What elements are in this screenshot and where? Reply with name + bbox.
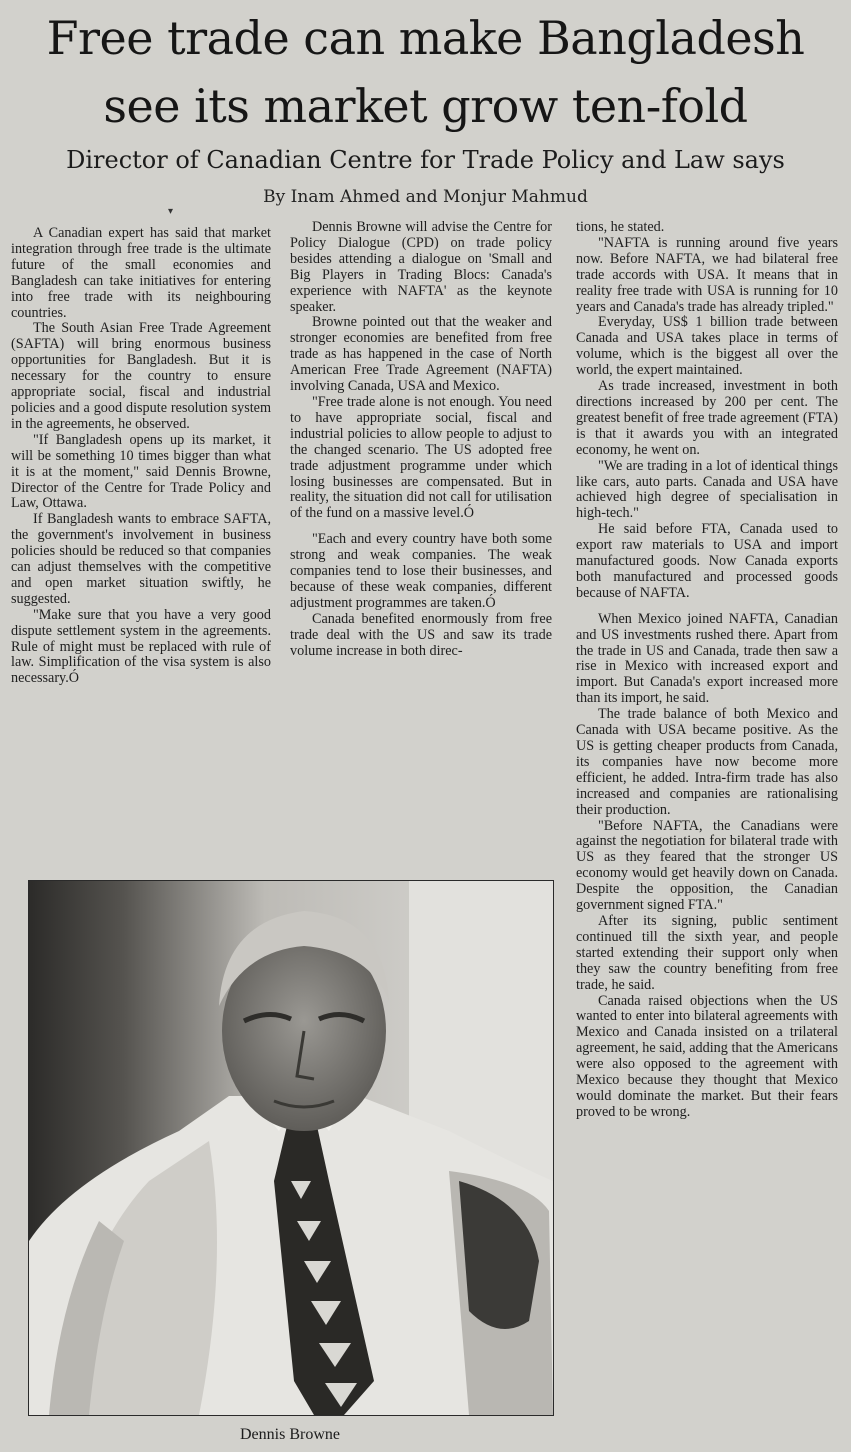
- paragraph: tions, he stated.: [576, 220, 665, 235]
- decorative-mark: ▾: [168, 206, 174, 217]
- byline: By Inam Ahmed and Monjur Mahmud: [263, 187, 588, 207]
- headline-line-2: see its market grow ten-fold: [103, 79, 748, 133]
- paragraph: Canada raised objections when the US wanted to enter into bilateral agreements with Mexico and Canada insisted on a trilateral agreement, he said, adding that the Americans were also opposed to the agreement with Mexico because they thought that Mexico would dominate the market. But their fears proved to be wrong.: [576, 992, 838, 1120]
- portrait-photo: [28, 880, 554, 1416]
- paragraph: Dennis Browne will advise the Centre for Policy Dialogue (CPD) on trade policy besides attending a dialogue on 'Small and Big Players in Trading Blocs: Canada's experience with NAFTA' as the keynote speaker.: [290, 220, 552, 315]
- paragraph: "Before NAFTA, the Canadians were against the negotiation for bilateral trade with US as they feared that the stronger US economy would get heavily down on Canada. Despite the opposition, the Canadian government signed FTA.": [576, 817, 838, 914]
- paragraph: "If Bangladesh opens up its market, it will be something 10 times bigger than what it is at the moment," said Dennis Browne, Director of the Centre for Trade Policy and Law, Ottawa.: [11, 431, 271, 512]
- paragraph: The South Asian Free Trade Agreement (SAFTA) will bring enormous business opportunities for Bangladesh. But it is necessary for the country to ensure appropriate social, fiscal and industrial policies and a good dispute resolution system in the agreements, he observed.: [11, 320, 271, 432]
- paragraph: "Make sure that you have a very good dispute settlement system in the agreements. Rule of might must be replaced with rule of law. Simplification of the visa system is also necessary.Ó: [11, 606, 271, 687]
- headline-line-1: Free trade can make Bangladesh: [46, 11, 805, 65]
- paragraph: Canada benefited enormously from free trade deal with the US and saw its trade volume increase in both direc-: [290, 610, 552, 659]
- paragraph: "Free trade alone is not enough. You need to have appropriate social, fiscal and industrial policies to allow people to adjust to the changed scenario. The US adopted free trade adjustment programme under which losing businesses are compensated. But in reality, the situation did not call for utilisation of the fund on a massive level.Ó: [290, 393, 552, 522]
- paragraph: A Canadian expert has said that market integration through free trade is the ultimate future of the small economies and Bangladesh can take initiatives for entering into free trade with its neighbouring countries.: [11, 226, 271, 321]
- article-column-3: [576, 220, 838, 1445]
- article-column-2: [290, 220, 552, 870]
- paragraph: "We are trading in a lot of identical things like cars, auto parts. Canada and USA have achieved high degree of specialisation in high-tech.": [576, 457, 838, 522]
- paragraph: After its signing, public sentiment continued till the sixth year, and people started extending their support only when they saw the country benefiting from free trade, he said.: [576, 912, 838, 993]
- paragraph: Browne pointed out that the weaker and stronger economies are benefited from free trade as has happened in the case of North American Free Trade Agreement (NAFTA) involving Canada, USA and Mexico.: [290, 314, 552, 395]
- paragraph: When Mexico joined NAFTA, Canadian and US investments rushed there. Apart from the trade in US and Canada, trade then saw a rise in Mexico with increased export and import. But Canada's export increased more than its import, he said.: [576, 610, 838, 707]
- paragraph: If Bangladesh wants to embrace SAFTA, the government's involvement in business policies should be reduced so that companies can adjust themselves with the competitive and open market situation swiftly, he suggested.: [11, 511, 271, 607]
- article-column-1: [11, 226, 271, 876]
- paragraph: He said before FTA, Canada used to export raw materials to USA and import manufactured goods. Now Canada exports both manufactured and processed goods because of NAFTA.: [576, 521, 838, 601]
- paragraph: As trade increased, investment in both directions increased by 200 per cent. The greatest benefit of free trade agreement (FTA) is that it awards you with an integrated economy, he went on.: [576, 378, 838, 458]
- paragraph: Everyday, US$ 1 billion trade between Canada and USA takes place in terms of volume, which is the biggest all over the world, the expert maintained.: [576, 314, 838, 379]
- portrait-illustration: [29, 881, 553, 1415]
- paragraph: The trade balance of both Mexico and Canada with USA became positive. As the US is getting cheaper products from Canada, its companies have now become more efficient, he added. Intra-firm trade has also increased and companies are rationalising their production.: [576, 706, 838, 818]
- paragraph: "NAFTA is running around five years now. Before NAFTA, we had bilateral free trade accords with USA. It means that in reality free trade with USA is running for 10 years and Canada's trade has already tripled.": [576, 234, 838, 315]
- photo-caption: Dennis Browne: [240, 1426, 340, 1443]
- paragraph: "Each and every country have both some strong and weak companies. The weak companies tend to lose their businesses, and because of these weak companies, different adjustment programmes are taken.Ó: [290, 531, 552, 611]
- subheadline: Director of Canadian Centre for Trade Policy and Law says: [66, 146, 785, 174]
